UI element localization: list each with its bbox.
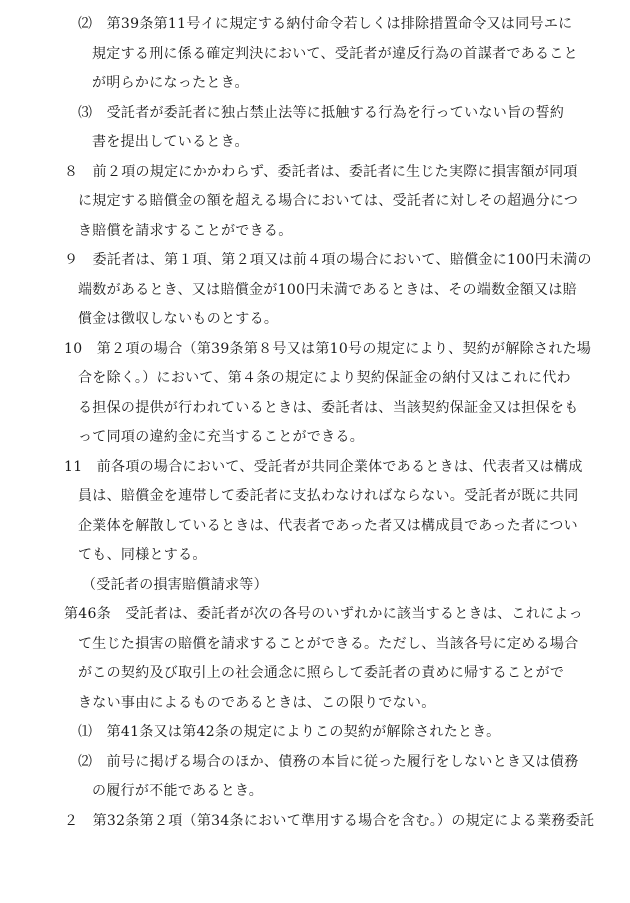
- text-line: 合を除く。）において、第４条の規定により契約保証金の納付又はこれに代わ: [78, 370, 571, 386]
- text-line: る担保の提供が行われているときは、委託者は、当該契約保証金又は担保をも: [78, 400, 579, 416]
- text-line: ８ 前２項の規定にかかわらず、委託者は、委託者に生じた実際に損害額が同項: [64, 164, 578, 180]
- text-line: 員は、賠償金を連帯して委託者に支払わなければならない。受託者が既に共同: [78, 488, 579, 504]
- text-line: ⑵ 前号に掲げる場合のほか、債務の本旨に従った履行をしないとき又は債務: [78, 754, 579, 770]
- text-line: きない事由によるものであるときは、この限りでない。: [78, 695, 436, 711]
- text-line: 償金は徴収しないものとする。: [78, 311, 279, 327]
- text-line: ても、同様とする。: [78, 547, 207, 563]
- text-line: ⑶ 受託者が委託者に独占禁止法等に抵触する行為を行っていない旨の誓約: [78, 105, 565, 121]
- text-line: ⑴ 第41条又は第42条の規定によりこの契約が解除されたとき。: [78, 724, 501, 740]
- text-line: が明らかになったとき。: [92, 75, 249, 91]
- text-line: 第46条 受託者は、委託者が次の各号のいずれかに該当するときは、これによっ: [64, 606, 583, 622]
- text-line: 書を提出しているとき。: [92, 134, 249, 150]
- text-line: 企業体を解散しているときは、代表者であった者又は構成員であった者につい: [78, 518, 578, 534]
- text-line: ２ 第32条第２項（第34条において準用する場合を含む。）の規定による業務委託: [64, 813, 595, 829]
- text-line: の履行が不能であるとき。: [92, 783, 264, 799]
- section-heading: （受託者の損害賠償請求等）: [82, 577, 268, 593]
- text-line: に規定する賠償金の額を超える場合においては、受託者に対しその超過分につ: [78, 193, 579, 209]
- text-line: 端数があるとき、又は賠償金が100円未満であるときは、その端数金額又は賠: [78, 282, 577, 298]
- text-line: ９ 委託者は、第１項、第２項又は前４項の場合において、賠償金に100円未満の: [64, 252, 592, 268]
- text-line: き賠償を請求することができる。: [78, 223, 293, 239]
- text-line: ⑵ 第39条第11号イに規定する納付命令若しくは排除措置命令又は同号エに: [78, 16, 573, 32]
- text-line: って同項の違約金に充当することができる。: [78, 429, 364, 445]
- text-line: 10 第２項の場合（第39条第８号又は第10号の規定により、契約が解除された場: [64, 341, 592, 357]
- text-line: 規定する刑に係る確定判決において、受託者が違反行為の首謀者であること: [92, 46, 578, 62]
- text-line: 11 前各項の場合において、受託者が共同企業体であるときは、代表者又は構成: [64, 459, 583, 475]
- text-line: て生じた損害の賠償を請求することができる。ただし、当該各号に定める場合: [78, 636, 579, 652]
- text-line: がこの契約及び取引上の社会通念に照らして委託者の責めに帰することがで: [78, 665, 565, 681]
